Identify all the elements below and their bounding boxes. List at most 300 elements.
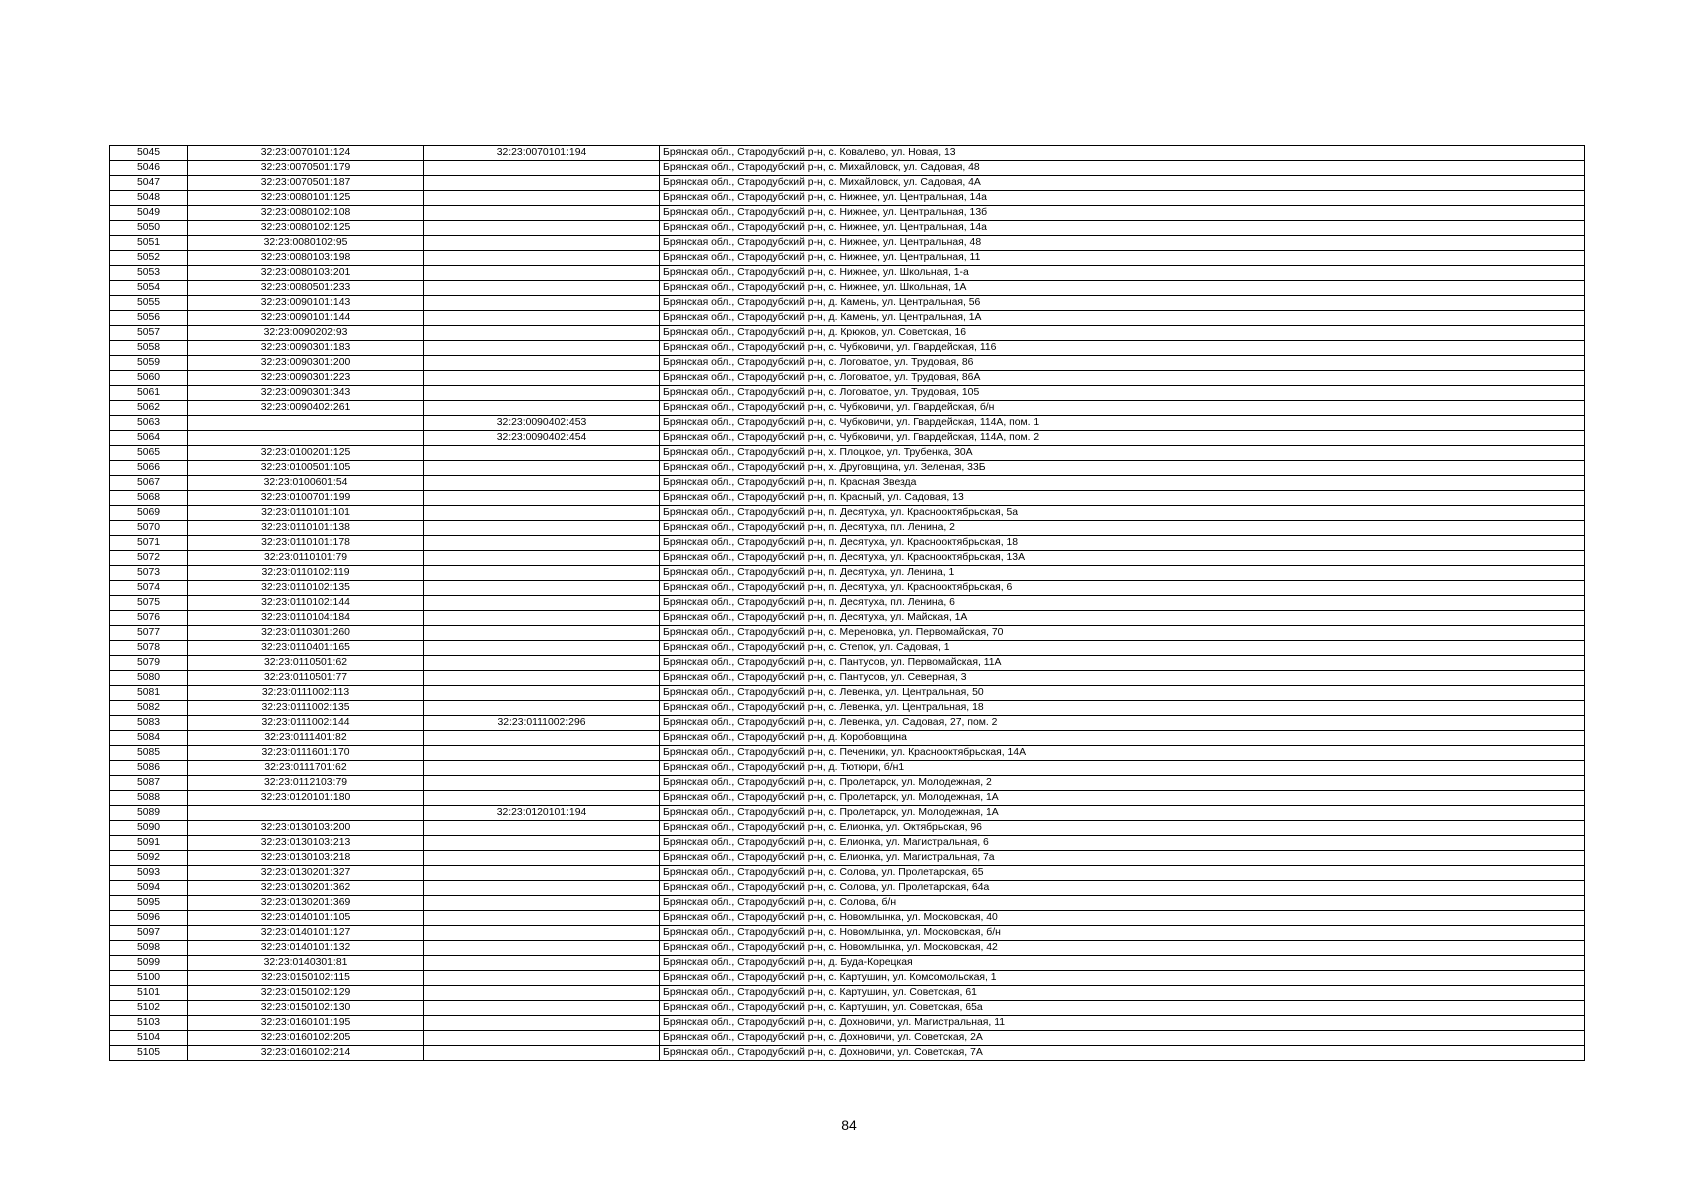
table-row <box>110 146 1585 161</box>
address-cell: Брянская обл., Стародубский р-н, с. Нижнее, ул. Центральная, 14а <box>660 221 1585 236</box>
cadastral-number-cell: 32:23:0110102:135 <box>188 581 424 596</box>
cadastral-number-cell: 32:23:0090101:143 <box>188 296 424 311</box>
row-number-cell: 5104 <box>110 1031 188 1046</box>
address-cell: Брянская обл., Стародубский р-н, с. Чубковичи, ул. Гвардейская, б/н <box>660 401 1585 416</box>
related-cadastral-number-cell: 32:23:0090402:454 <box>424 431 660 446</box>
related-cadastral-number-cell <box>424 641 660 656</box>
related-cadastral-number-cell <box>424 401 660 416</box>
address-cell: Брянская обл., Стародубский р-н, д. Камень, ул. Центральная, 56 <box>660 296 1585 311</box>
cadastral-number-cell: 32:23:0110401:165 <box>188 641 424 656</box>
table-row <box>110 836 1585 851</box>
related-cadastral-number-cell <box>424 896 660 911</box>
cadastral-number-cell: 32:23:0111002:113 <box>188 686 424 701</box>
table-row <box>110 641 1585 656</box>
table-row <box>110 656 1585 671</box>
cadastral-number-cell: 32:23:0080103:198 <box>188 251 424 266</box>
table-row <box>110 776 1585 791</box>
table-row <box>110 206 1585 221</box>
related-cadastral-number-cell <box>424 731 660 746</box>
address-cell: Брянская обл., Стародубский р-н, д. Тютюри, б/н1 <box>660 761 1585 776</box>
cadastral-number-cell: 32:23:0111601:170 <box>188 746 424 761</box>
row-number-cell: 5095 <box>110 896 188 911</box>
related-cadastral-number-cell <box>424 941 660 956</box>
cadastral-number-cell <box>188 431 424 446</box>
table-row <box>110 626 1585 641</box>
address-cell: Брянская обл., Стародубский р-н, с. Логоватое, ул. Трудовая, 86 <box>660 356 1585 371</box>
address-cell: Брянская обл., Стародубский р-н, с. Левенка, ул. Центральная, 50 <box>660 686 1585 701</box>
row-number-cell: 5101 <box>110 986 188 1001</box>
cadastral-number-cell: 32:23:0120101:180 <box>188 791 424 806</box>
address-cell: Брянская обл., Стародубский р-н, с. Дохновичи, ул. Советская, 7А <box>660 1046 1585 1061</box>
cadastral-number-cell: 32:23:0111701:62 <box>188 761 424 776</box>
related-cadastral-number-cell <box>424 821 660 836</box>
row-number-cell: 5063 <box>110 416 188 431</box>
related-cadastral-number-cell <box>424 626 660 641</box>
related-cadastral-number-cell <box>424 551 660 566</box>
page-number: 84 <box>841 1117 857 1133</box>
cadastral-number-cell: 32:23:0100701:199 <box>188 491 424 506</box>
address-cell: Брянская обл., Стародубский р-н, с. Пролетарск, ул. Молодежная, 1А <box>660 806 1585 821</box>
row-number-cell: 5086 <box>110 761 188 776</box>
address-cell: Брянская обл., Стародубский р-н, с. Пролетарск, ул. Молодежная, 1А <box>660 791 1585 806</box>
related-cadastral-number-cell <box>424 1016 660 1031</box>
row-number-cell: 5062 <box>110 401 188 416</box>
related-cadastral-number-cell <box>424 371 660 386</box>
row-number-cell: 5087 <box>110 776 188 791</box>
address-cell: Брянская обл., Стародубский р-н, х. Плоцкое, ул. Трубенка, 30А <box>660 446 1585 461</box>
table-row <box>110 746 1585 761</box>
related-cadastral-number-cell <box>424 311 660 326</box>
cadastral-number-cell: 32:23:0130103:213 <box>188 836 424 851</box>
address-cell: Брянская обл., Стародубский р-н, с. Мереновка, ул. Первомайская, 70 <box>660 626 1585 641</box>
table-row <box>110 911 1585 926</box>
row-number-cell: 5051 <box>110 236 188 251</box>
row-number-cell: 5082 <box>110 701 188 716</box>
address-cell: Брянская обл., Стародубский р-н, с. Печеники, ул. Краснооктябрьская, 14А <box>660 746 1585 761</box>
address-cell: Брянская обл., Стародубский р-н, д. Камень, ул. Центральная, 1А <box>660 311 1585 326</box>
row-number-cell: 5061 <box>110 386 188 401</box>
table-row <box>110 596 1585 611</box>
related-cadastral-number-cell <box>424 221 660 236</box>
address-cell: Брянская обл., Стародубский р-н, с. Солова, ул. Пролетарская, 64а <box>660 881 1585 896</box>
row-number-cell: 5089 <box>110 806 188 821</box>
table-row <box>110 866 1585 881</box>
cadastral-number-cell: 32:23:0100501:105 <box>188 461 424 476</box>
row-number-cell: 5084 <box>110 731 188 746</box>
row-number-cell: 5099 <box>110 956 188 971</box>
related-cadastral-number-cell <box>424 686 660 701</box>
cadastral-number-cell: 32:23:0080103:201 <box>188 266 424 281</box>
table-row <box>110 281 1585 296</box>
cadastral-number-cell: 32:23:0111002:144 <box>188 716 424 731</box>
row-number-cell: 5068 <box>110 491 188 506</box>
related-cadastral-number-cell <box>424 536 660 551</box>
related-cadastral-number-cell <box>424 386 660 401</box>
related-cadastral-number-cell <box>424 851 660 866</box>
row-number-cell: 5090 <box>110 821 188 836</box>
cadastral-number-cell: 32:23:0090101:144 <box>188 311 424 326</box>
table-row <box>110 386 1585 401</box>
table-row <box>110 521 1585 536</box>
cadastral-number-cell: 32:23:0140101:127 <box>188 926 424 941</box>
table-row <box>110 566 1585 581</box>
row-number-cell: 5096 <box>110 911 188 926</box>
related-cadastral-number-cell <box>424 446 660 461</box>
row-number-cell: 5078 <box>110 641 188 656</box>
cadastral-number-cell: 32:23:0090301:200 <box>188 356 424 371</box>
address-cell: Брянская обл., Стародубский р-н, с. Картушин, ул. Комсомольская, 1 <box>660 971 1585 986</box>
table-row <box>110 161 1585 176</box>
row-number-cell: 5080 <box>110 671 188 686</box>
table-row <box>110 1001 1585 1016</box>
table-row <box>110 551 1585 566</box>
related-cadastral-number-cell <box>424 161 660 176</box>
row-number-cell: 5072 <box>110 551 188 566</box>
table-row <box>110 1031 1585 1046</box>
cadastral-number-cell: 32:23:0070501:179 <box>188 161 424 176</box>
address-cell: Брянская обл., Стародубский р-н, п. Красный, ул. Садовая, 13 <box>660 491 1585 506</box>
related-cadastral-number-cell <box>424 701 660 716</box>
table-row <box>110 251 1585 266</box>
table-row <box>110 791 1585 806</box>
cadastral-number-cell: 32:23:0090301:223 <box>188 371 424 386</box>
table-row <box>110 371 1585 386</box>
table-row <box>110 851 1585 866</box>
row-number-cell: 5066 <box>110 461 188 476</box>
cadastral-number-cell: 32:23:0130201:327 <box>188 866 424 881</box>
address-cell: Брянская обл., Стародубский р-н, с. Солова, ул. Пролетарская, 65 <box>660 866 1585 881</box>
cadastral-number-cell: 32:23:0160102:214 <box>188 1046 424 1061</box>
cadastral-number-cell: 32:23:0140301:81 <box>188 956 424 971</box>
cadastral-number-cell <box>188 806 424 821</box>
row-number-cell: 5064 <box>110 431 188 446</box>
address-cell: Брянская обл., Стародубский р-н, с. Левенка, ул. Центральная, 18 <box>660 701 1585 716</box>
table-row <box>110 986 1585 1001</box>
table-row <box>110 536 1585 551</box>
table-row <box>110 671 1585 686</box>
related-cadastral-number-cell <box>424 266 660 281</box>
cadastral-number-cell <box>188 416 424 431</box>
row-number-cell: 5081 <box>110 686 188 701</box>
registry-table <box>109 145 1585 1061</box>
cadastral-number-cell: 32:23:0150102:115 <box>188 971 424 986</box>
address-cell: Брянская обл., Стародубский р-н, п. Десятуха, ул. Краснооктябрьская, 5а <box>660 506 1585 521</box>
table-row <box>110 881 1585 896</box>
address-cell: Брянская обл., Стародубский р-н, с. Чубковичи, ул. Гвардейская, 114А, пом. 2 <box>660 431 1585 446</box>
address-cell: Брянская обл., Стародубский р-н, п. Десятуха, ул. Краснооктябрьская, 13А <box>660 551 1585 566</box>
row-number-cell: 5103 <box>110 1016 188 1031</box>
related-cadastral-number-cell <box>424 251 660 266</box>
table-row <box>110 341 1585 356</box>
cadastral-number-cell: 32:23:0100201:125 <box>188 446 424 461</box>
address-cell: Брянская обл., Стародубский р-н, с. Картушин, ул. Советская, 61 <box>660 986 1585 1001</box>
table-row <box>110 356 1585 371</box>
related-cadastral-number-cell <box>424 836 660 851</box>
row-number-cell: 5050 <box>110 221 188 236</box>
related-cadastral-number-cell <box>424 296 660 311</box>
cadastral-number-cell: 32:23:0130103:200 <box>188 821 424 836</box>
address-cell: Брянская обл., Стародубский р-н, х. Друговщина, ул. Зеленая, 33Б <box>660 461 1585 476</box>
table-row <box>110 1046 1585 1061</box>
row-number-cell: 5067 <box>110 476 188 491</box>
table-row <box>110 491 1585 506</box>
row-number-cell: 5091 <box>110 836 188 851</box>
row-number-cell: 5052 <box>110 251 188 266</box>
related-cadastral-number-cell <box>424 971 660 986</box>
address-cell: Брянская обл., Стародубский р-н, с. Дохновичи, ул. Магистральная, 11 <box>660 1016 1585 1031</box>
row-number-cell: 5046 <box>110 161 188 176</box>
row-number-cell: 5056 <box>110 311 188 326</box>
cadastral-number-cell: 32:23:0070501:187 <box>188 176 424 191</box>
related-cadastral-number-cell <box>424 191 660 206</box>
related-cadastral-number-cell <box>424 776 660 791</box>
row-number-cell: 5075 <box>110 596 188 611</box>
table-row <box>110 896 1585 911</box>
table-row <box>110 176 1585 191</box>
related-cadastral-number-cell <box>424 1031 660 1046</box>
table-row <box>110 761 1585 776</box>
address-cell: Брянская обл., Стародубский р-н, с. Нижнее, ул. Центральная, 48 <box>660 236 1585 251</box>
cadastral-number-cell: 32:23:0110101:79 <box>188 551 424 566</box>
related-cadastral-number-cell <box>424 326 660 341</box>
cadastral-number-cell: 32:23:0090301:343 <box>188 386 424 401</box>
row-number-cell: 5074 <box>110 581 188 596</box>
address-cell: Брянская обл., Стародубский р-н, д. Буда-Корецкая <box>660 956 1585 971</box>
address-cell: Брянская обл., Стародубский р-н, с. Логоватое, ул. Трудовая, 105 <box>660 386 1585 401</box>
row-number-cell: 5058 <box>110 341 188 356</box>
address-cell: Брянская обл., Стародубский р-н, с. Ковалево, ул. Новая, 13 <box>660 146 1585 161</box>
row-number-cell: 5085 <box>110 746 188 761</box>
cadastral-number-cell: 32:23:0080501:233 <box>188 281 424 296</box>
related-cadastral-number-cell <box>424 746 660 761</box>
address-cell: Брянская обл., Стародубский р-н, с. Солова, б/н <box>660 896 1585 911</box>
address-cell: Брянская обл., Стародубский р-н, с. Михайловск, ул. Садовая, 4А <box>660 176 1585 191</box>
table-row <box>110 266 1585 281</box>
address-cell: Брянская обл., Стародубский р-н, с. Новомлынка, ул. Московская, 42 <box>660 941 1585 956</box>
table-row <box>110 506 1585 521</box>
table-row <box>110 821 1585 836</box>
address-cell: Брянская обл., Стародубский р-н, с. Логоватое, ул. Трудовая, 86А <box>660 371 1585 386</box>
related-cadastral-number-cell <box>424 1046 660 1061</box>
cadastral-number-cell: 32:23:0160101:195 <box>188 1016 424 1031</box>
related-cadastral-number-cell <box>424 341 660 356</box>
row-number-cell: 5073 <box>110 566 188 581</box>
row-number-cell: 5079 <box>110 656 188 671</box>
row-number-cell: 5100 <box>110 971 188 986</box>
row-number-cell: 5071 <box>110 536 188 551</box>
row-number-cell: 5059 <box>110 356 188 371</box>
related-cadastral-number-cell <box>424 521 660 536</box>
row-number-cell: 5048 <box>110 191 188 206</box>
table-row <box>110 1016 1585 1031</box>
related-cadastral-number-cell <box>424 866 660 881</box>
row-number-cell: 5069 <box>110 506 188 521</box>
related-cadastral-number-cell <box>424 926 660 941</box>
table-row <box>110 446 1585 461</box>
row-number-cell: 5093 <box>110 866 188 881</box>
cadastral-number-cell: 32:23:0080102:108 <box>188 206 424 221</box>
table-row <box>110 191 1585 206</box>
related-cadastral-number-cell <box>424 461 660 476</box>
cadastral-number-cell: 32:23:0090202:93 <box>188 326 424 341</box>
related-cadastral-number-cell <box>424 671 660 686</box>
cadastral-number-cell: 32:23:0090402:261 <box>188 401 424 416</box>
cadastral-number-cell: 32:23:0080101:125 <box>188 191 424 206</box>
table-row <box>110 296 1585 311</box>
address-cell: Брянская обл., Стародубский р-н, п. Десятуха, ул. Майская, 1А <box>660 611 1585 626</box>
cadastral-number-cell: 32:23:0110101:178 <box>188 536 424 551</box>
address-cell: Брянская обл., Стародубский р-н, с. Пантусов, ул. Северная, 3 <box>660 671 1585 686</box>
row-number-cell: 5083 <box>110 716 188 731</box>
table-row <box>110 941 1585 956</box>
related-cadastral-number-cell <box>424 176 660 191</box>
cadastral-number-cell: 32:23:0070101:124 <box>188 146 424 161</box>
cadastral-number-cell: 32:23:0130103:218 <box>188 851 424 866</box>
cadastral-number-cell: 32:23:0160102:205 <box>188 1031 424 1046</box>
cadastral-number-cell: 32:23:0110501:77 <box>188 671 424 686</box>
row-number-cell: 5070 <box>110 521 188 536</box>
address-cell: Брянская обл., Стародубский р-н, д. Коробовщина <box>660 731 1585 746</box>
related-cadastral-number-cell <box>424 581 660 596</box>
row-number-cell: 5098 <box>110 941 188 956</box>
address-cell: Брянская обл., Стародубский р-н, с. Новомлынка, ул. Московская, б/н <box>660 926 1585 941</box>
address-cell: Брянская обл., Стародубский р-н, с. Картушин, ул. Советская, 65а <box>660 1001 1585 1016</box>
cadastral-number-cell: 32:23:0140101:132 <box>188 941 424 956</box>
row-number-cell: 5094 <box>110 881 188 896</box>
address-cell: Брянская обл., Стародубский р-н, с. Нижнее, ул. Центральная, 14а <box>660 191 1585 206</box>
table-row <box>110 686 1585 701</box>
address-cell: Брянская обл., Стародубский р-н, с. Нижнее, ул. Центральная, 11 <box>660 251 1585 266</box>
row-number-cell: 5060 <box>110 371 188 386</box>
row-number-cell: 5065 <box>110 446 188 461</box>
cadastral-number-cell: 32:23:0110102:119 <box>188 566 424 581</box>
row-number-cell: 5077 <box>110 626 188 641</box>
table-row <box>110 311 1585 326</box>
row-number-cell: 5076 <box>110 611 188 626</box>
related-cadastral-number-cell <box>424 791 660 806</box>
related-cadastral-number-cell <box>424 476 660 491</box>
related-cadastral-number-cell <box>424 281 660 296</box>
row-number-cell: 5053 <box>110 266 188 281</box>
cadastral-number-cell: 32:23:0090301:183 <box>188 341 424 356</box>
address-cell: Брянская обл., Стародубский р-н, с. Нижнее, ул. Центральная, 13б <box>660 206 1585 221</box>
related-cadastral-number-cell <box>424 506 660 521</box>
address-cell: Брянская обл., Стародубский р-н, п. Десятуха, ул. Краснооктябрьская, 6 <box>660 581 1585 596</box>
address-cell: Брянская обл., Стародубский р-н, с. Чубковичи, ул. Гвардейская, 116 <box>660 341 1585 356</box>
related-cadastral-number-cell <box>424 656 660 671</box>
related-cadastral-number-cell <box>424 566 660 581</box>
address-cell: Брянская обл., Стародубский р-н, с. Левенка, ул. Садовая, 27, пом. 2 <box>660 716 1585 731</box>
table-row <box>110 731 1585 746</box>
related-cadastral-number-cell <box>424 206 660 221</box>
address-cell: Брянская обл., Стародубский р-н, с. Елионка, ул. Октябрьская, 96 <box>660 821 1585 836</box>
address-cell: Брянская обл., Стародубский р-н, с. Пролетарск, ул. Молодежная, 2 <box>660 776 1585 791</box>
cadastral-number-cell: 32:23:0140101:105 <box>188 911 424 926</box>
related-cadastral-number-cell <box>424 1001 660 1016</box>
row-number-cell: 5054 <box>110 281 188 296</box>
row-number-cell: 5105 <box>110 1046 188 1061</box>
row-number-cell: 5097 <box>110 926 188 941</box>
address-cell: Брянская обл., Стародубский р-н, п. Десятуха, пл. Ленина, 6 <box>660 596 1585 611</box>
related-cadastral-number-cell: 32:23:0111002:296 <box>424 716 660 731</box>
cadastral-number-cell: 32:23:0112103:79 <box>188 776 424 791</box>
related-cadastral-number-cell <box>424 596 660 611</box>
cadastral-number-cell: 32:23:0080102:95 <box>188 236 424 251</box>
address-cell: Брянская обл., Стародубский р-н, п. Красная Звезда <box>660 476 1585 491</box>
cadastral-number-cell: 32:23:0111401:82 <box>188 731 424 746</box>
address-cell: Брянская обл., Стародубский р-н, с. Степок, ул. Садовая, 1 <box>660 641 1585 656</box>
table-row <box>110 581 1585 596</box>
row-number-cell: 5088 <box>110 791 188 806</box>
cadastral-number-cell: 32:23:0100601:54 <box>188 476 424 491</box>
related-cadastral-number-cell <box>424 956 660 971</box>
table-row <box>110 326 1585 341</box>
cadastral-number-cell: 32:23:0110101:138 <box>188 521 424 536</box>
table-row <box>110 221 1585 236</box>
cadastral-number-cell: 32:23:0110101:101 <box>188 506 424 521</box>
address-cell: Брянская обл., Стародубский р-н, с. Елионка, ул. Магистральная, 7а <box>660 851 1585 866</box>
related-cadastral-number-cell <box>424 986 660 1001</box>
row-number-cell: 5045 <box>110 146 188 161</box>
address-cell: Брянская обл., Стародубский р-н, п. Десятуха, ул. Краснооктябрьская, 18 <box>660 536 1585 551</box>
table-row <box>110 416 1585 431</box>
cadastral-number-cell: 32:23:0110102:144 <box>188 596 424 611</box>
row-number-cell: 5102 <box>110 1001 188 1016</box>
cadastral-number-cell: 32:23:0110301:260 <box>188 626 424 641</box>
related-cadastral-number-cell <box>424 236 660 251</box>
cadastral-number-cell: 32:23:0150102:130 <box>188 1001 424 1016</box>
cadastral-number-cell: 32:23:0110501:62 <box>188 656 424 671</box>
row-number-cell: 5057 <box>110 326 188 341</box>
cadastral-number-cell: 32:23:0080102:125 <box>188 221 424 236</box>
table-row <box>110 701 1585 716</box>
address-cell: Брянская обл., Стародубский р-н, с. Нижнее, ул. Школьная, 1-а <box>660 266 1585 281</box>
row-number-cell: 5047 <box>110 176 188 191</box>
related-cadastral-number-cell <box>424 611 660 626</box>
cadastral-number-cell: 32:23:0110104:184 <box>188 611 424 626</box>
row-number-cell: 5049 <box>110 206 188 221</box>
address-cell: Брянская обл., Стародубский р-н, д. Крюков, ул. Советская, 16 <box>660 326 1585 341</box>
address-cell: Брянская обл., Стародубский р-н, с. Дохновичи, ул. Советская, 2А <box>660 1031 1585 1046</box>
address-cell: Брянская обл., Стародубский р-н, с. Чубковичи, ул. Гвардейская, 114А, пом. 1 <box>660 416 1585 431</box>
related-cadastral-number-cell <box>424 881 660 896</box>
cadastral-number-cell: 32:23:0130201:362 <box>188 881 424 896</box>
related-cadastral-number-cell: 32:23:0120101:194 <box>424 806 660 821</box>
address-cell: Брянская обл., Стародубский р-н, с. Пантусов, ул. Первомайская, 11А <box>660 656 1585 671</box>
registry-table-body <box>110 146 1585 1061</box>
address-cell: Брянская обл., Стародубский р-н, с. Елионка, ул. Магистральная, 6 <box>660 836 1585 851</box>
related-cadastral-number-cell <box>424 761 660 776</box>
address-cell: Брянская обл., Стародубский р-н, с. Михайловск, ул. Садовая, 48 <box>660 161 1585 176</box>
table-row <box>110 971 1585 986</box>
table-row <box>110 236 1585 251</box>
related-cadastral-number-cell <box>424 356 660 371</box>
address-cell: Брянская обл., Стародубский р-н, с. Новомлынка, ул. Московская, 40 <box>660 911 1585 926</box>
address-cell: Брянская обл., Стародубский р-н, с. Нижнее, ул. Школьная, 1А <box>660 281 1585 296</box>
cadastral-number-cell: 32:23:0130201:369 <box>188 896 424 911</box>
address-cell: Брянская обл., Стародубский р-н, п. Десятуха, ул. Ленина, 1 <box>660 566 1585 581</box>
table-row <box>110 401 1585 416</box>
table-row <box>110 956 1585 971</box>
table-row <box>110 806 1585 821</box>
address-cell: Брянская обл., Стародубский р-н, п. Десятуха, пл. Ленина, 2 <box>660 521 1585 536</box>
related-cadastral-number-cell <box>424 491 660 506</box>
cadastral-number-cell: 32:23:0111002:135 <box>188 701 424 716</box>
table-row <box>110 716 1585 731</box>
table-row <box>110 611 1585 626</box>
related-cadastral-number-cell: 32:23:0070101:194 <box>424 146 660 161</box>
related-cadastral-number-cell <box>424 911 660 926</box>
